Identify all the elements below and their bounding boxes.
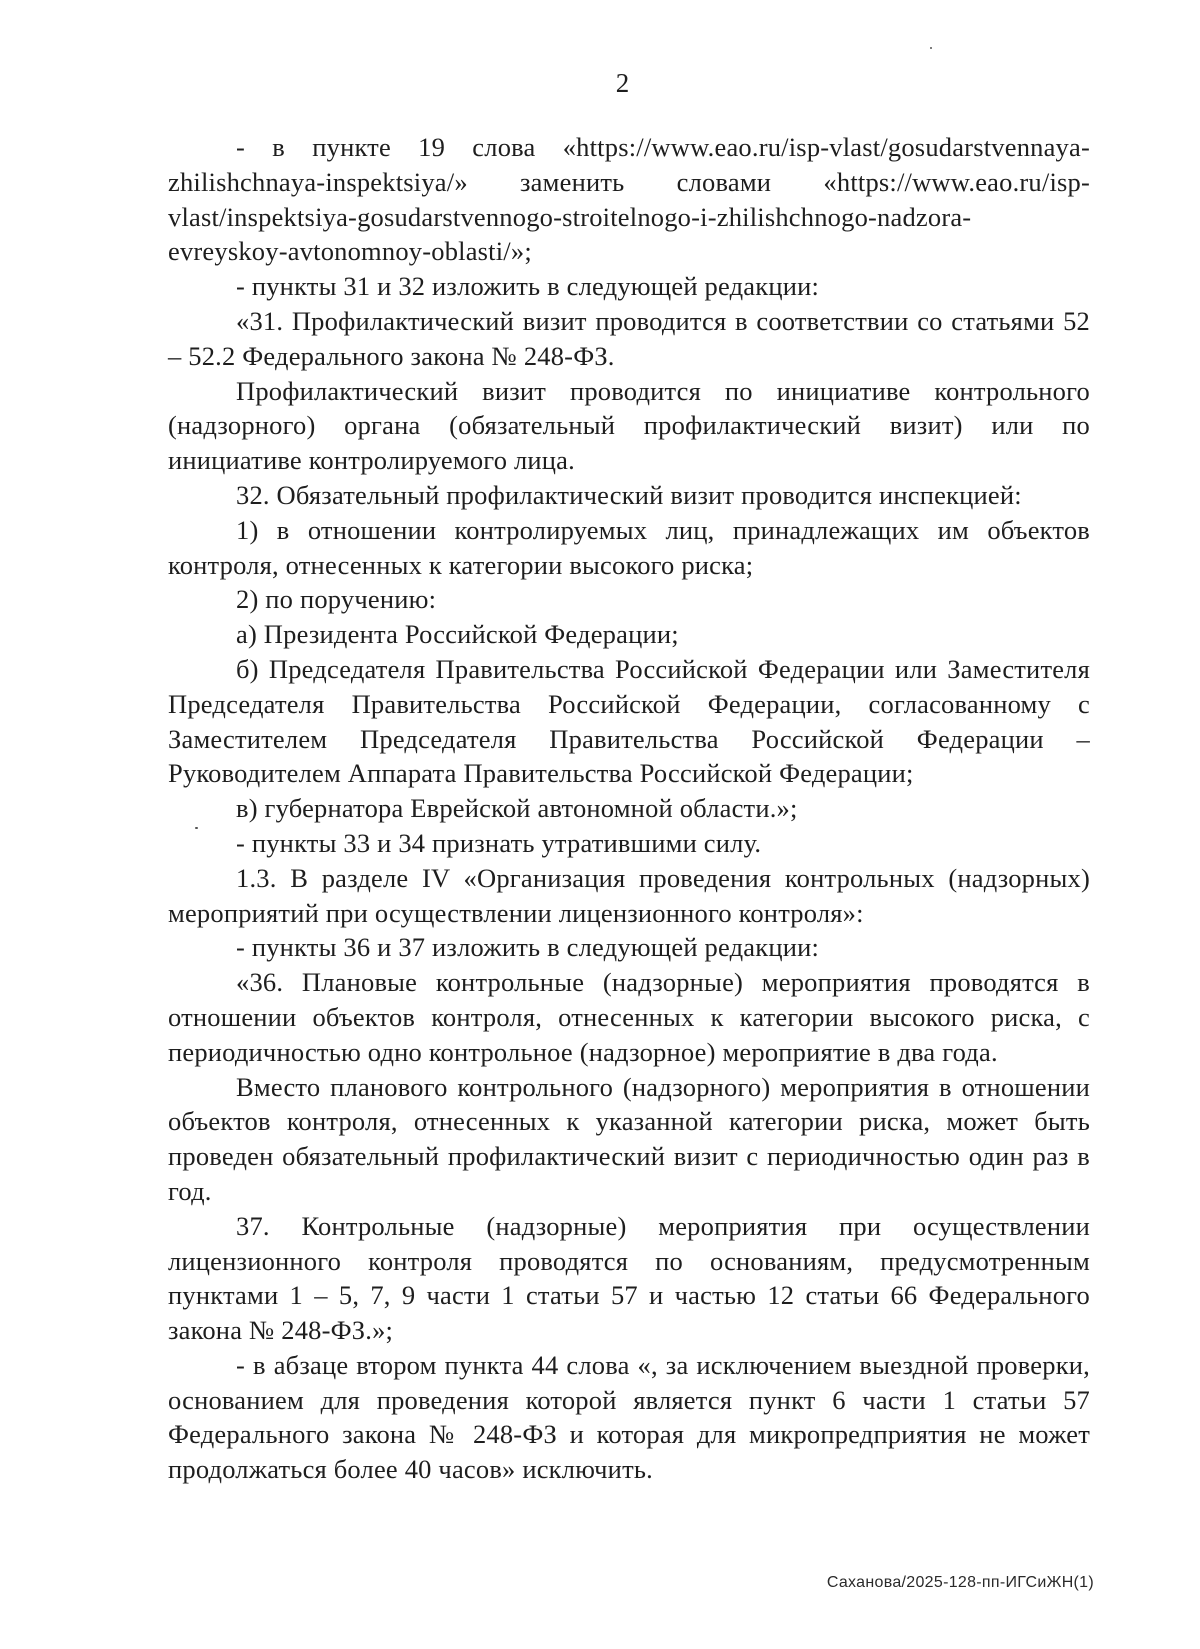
paragraph-visit-initiative: Профилактический визит проводится по инициативе контрольного (надзорного) органа (обязательный профилактический визит) или по инициативе контролируемого лица. <box>168 375 1090 476</box>
scan-speck <box>930 47 932 49</box>
paragraph-item-32-sub-2b: б) Председателя Правительства Российской Федерации или Заместителя Председателя Правительства Российской Федерации, согласованному с Заместителем Председателя Правительства Российской Федерации – Руководителем Аппарата Правительства Российской Федерации; <box>168 653 1090 789</box>
document-body <box>168 130 1090 1487</box>
paragraph-item-32-sub-2a: а) Президента Российской Федерации; <box>236 619 679 650</box>
paragraph-item-32-sub-1: 1) в отношении контролируемых лиц, принадлежащих им объектов контроля, отнесенных к категории высокого риска; <box>168 514 1090 580</box>
paragraph-item-32-sub-2: 2) по поручению: <box>236 584 437 615</box>
paragraph-section-1-3: 1.3. В разделе IV «Организация проведения контрольных (надзорных) мероприятий при осуществлении лицензионного контроля»: <box>168 862 1090 928</box>
scan-speck <box>195 827 198 829</box>
paragraph-item-32: 32. Обязательный профилактический визит проводится инспекцией: <box>236 479 1022 510</box>
paragraph-item-44-amendment: - в абзаце втором пункта 44 слова «, за исключением выездной проверки, основанием для проведения которой является пункт 6 части 1 статьи 57 Федерального закона № 248-ФЗ и которая для микропредприятия не может продолжаться более 40 часов» исключить. <box>168 1349 1090 1485</box>
paragraph-items-36-37-intro: - пункты 36 и 37 изложить в следующей редакции: <box>236 932 820 963</box>
page-number: 2 <box>615 68 630 98</box>
document-registration-code: Саханова/2025-128-пп-ИГСиЖН(1) <box>826 1574 1094 1591</box>
paragraph-item-36-alt-visit: Вместо планового контрольного (надзорного) мероприятия в отношении объектов контроля, отнесенных к указанной категории риска, может быть проведен обязательный профилактический визит с периодичностью один раз в год. <box>168 1071 1090 1206</box>
paragraph-item-31: «31. Профилактический визит проводится в соответствии со статьями 52 – 52.2 Федерального закона № 248-ФЗ. <box>168 305 1090 371</box>
paragraph-item-19-links: - в пункте 19 слова «https://www.eao.ru/isp-vlast/gosudarstvennaya-zhilishchnaya-inspektsiya/» заменить словами «https://www.eao.ru/isp-vlast/inspektsiya-gosudarstvennogo-stroitelnogo-i-zhilishchnogo-nadzora-evreyskoy-avtonomnoy-oblasti/»; <box>168 132 1090 267</box>
paragraph-items-31-32-intro: - пункты 31 и 32 изложить в следующей редакции: <box>236 271 820 302</box>
paragraph-item-36: «36. Плановые контрольные (надзорные) мероприятия проводятся в отношении объектов контроля, отнесенных к категории высокого риска, с периодичностью одно контрольное (надзорное) мероприятие в два года. <box>168 967 1090 1067</box>
paragraph-item-32-sub-2v: в) губернатора Еврейской автономной области.»; <box>236 793 798 824</box>
paragraph-item-37: 37. Контрольные (надзорные) мероприятия при осуществлении лицензионного контроля проводятся по основаниям, предусмотренным пунктами 1 – 5, 7, 9 части 1 статьи 57 и частью 12 статьи 66 Федерального закона № 248-ФЗ.»; <box>168 1210 1090 1346</box>
paragraph-items-33-34-repeal: - пункты 33 и 34 признать утратившими силу. <box>236 827 762 858</box>
